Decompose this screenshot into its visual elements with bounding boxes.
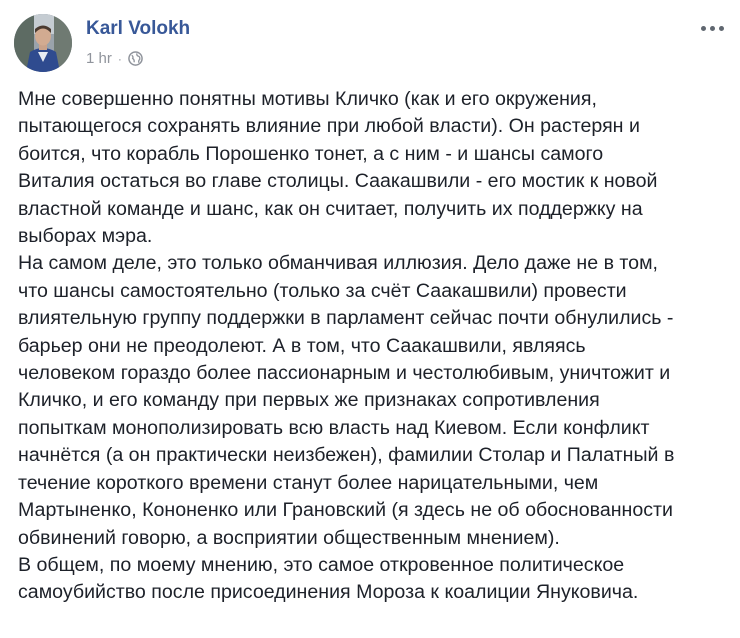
post-text-line: властной команде и шанс, как он считает, получить их поддержку на — [18, 197, 643, 220]
avatar[interactable] — [14, 14, 72, 72]
post-text-line: влиятельную группу поддержки в парламент сейчас почти обнулились - — [18, 307, 674, 330]
post-text-line: начнётся (а он практически неизбежен), фамилии Столар и Палатный в — [18, 444, 675, 467]
post-text-line: барьер они не преодолеют. А в том, что Саакашвили, являясь — [18, 334, 586, 357]
post-text-line: Виталия остаться во главе столицы. Саакашвили - его мостик к новой — [18, 170, 658, 193]
avatar-photo — [14, 14, 72, 72]
post-text-line: Кличко, и его команду при первых же признаках сопротивления — [18, 389, 600, 412]
more-options-dot — [701, 26, 706, 31]
author-name[interactable]: Karl Volokh — [86, 18, 191, 39]
more-options-dot — [710, 26, 715, 31]
post-text-line: обвинений говорю, а восприятии общественным мнением). — [18, 526, 560, 549]
more-options-dot — [719, 26, 724, 31]
post-text-line: Мне совершенно понятны мотивы Кличко (как и его окружения, — [18, 88, 597, 110]
post-text-line: Мартыненко, Кононенко или Грановский (я здесь не об обоснованности — [18, 499, 673, 522]
post-text-line: попыткам монополизировать всю власть над Киевом. Если конфликт — [18, 416, 650, 439]
meta-separator: · — [117, 51, 122, 66]
post-text-line: пытающегося сохранять влияние при любой власти). Он растерян и — [18, 115, 640, 138]
post-text — [18, 86, 730, 607]
post-text-line: самоубийство после присоединения Мороза к коалиции Януковича. — [18, 581, 639, 604]
post-text-line: На самом деле, это только обманчивая иллюзия. Дело даже не в том, — [18, 252, 658, 275]
post-text-line: течение короткого времени станут более нарицательными, чем — [18, 471, 599, 494]
post-meta — [86, 50, 143, 67]
more-options-icon[interactable] — [698, 18, 726, 38]
post-text-line: боится, что корабль Порошенко тонет, а с ним - и шансы самого — [18, 142, 604, 165]
globe-icon[interactable] — [128, 51, 143, 66]
post-text-line: В общем, по моему мнению, это самое откровенное политическое — [18, 553, 625, 576]
post-text-line: выборах мэра. — [18, 225, 153, 248]
post-text-line: человеком гораздо более пассионарным и честолюбивым, уничтожит и — [18, 362, 671, 385]
post-timestamp[interactable]: 1 hr — [86, 50, 112, 67]
post-text-line: что шансы самостоятельно (только за счёт Саакашвили) провести — [18, 279, 627, 302]
